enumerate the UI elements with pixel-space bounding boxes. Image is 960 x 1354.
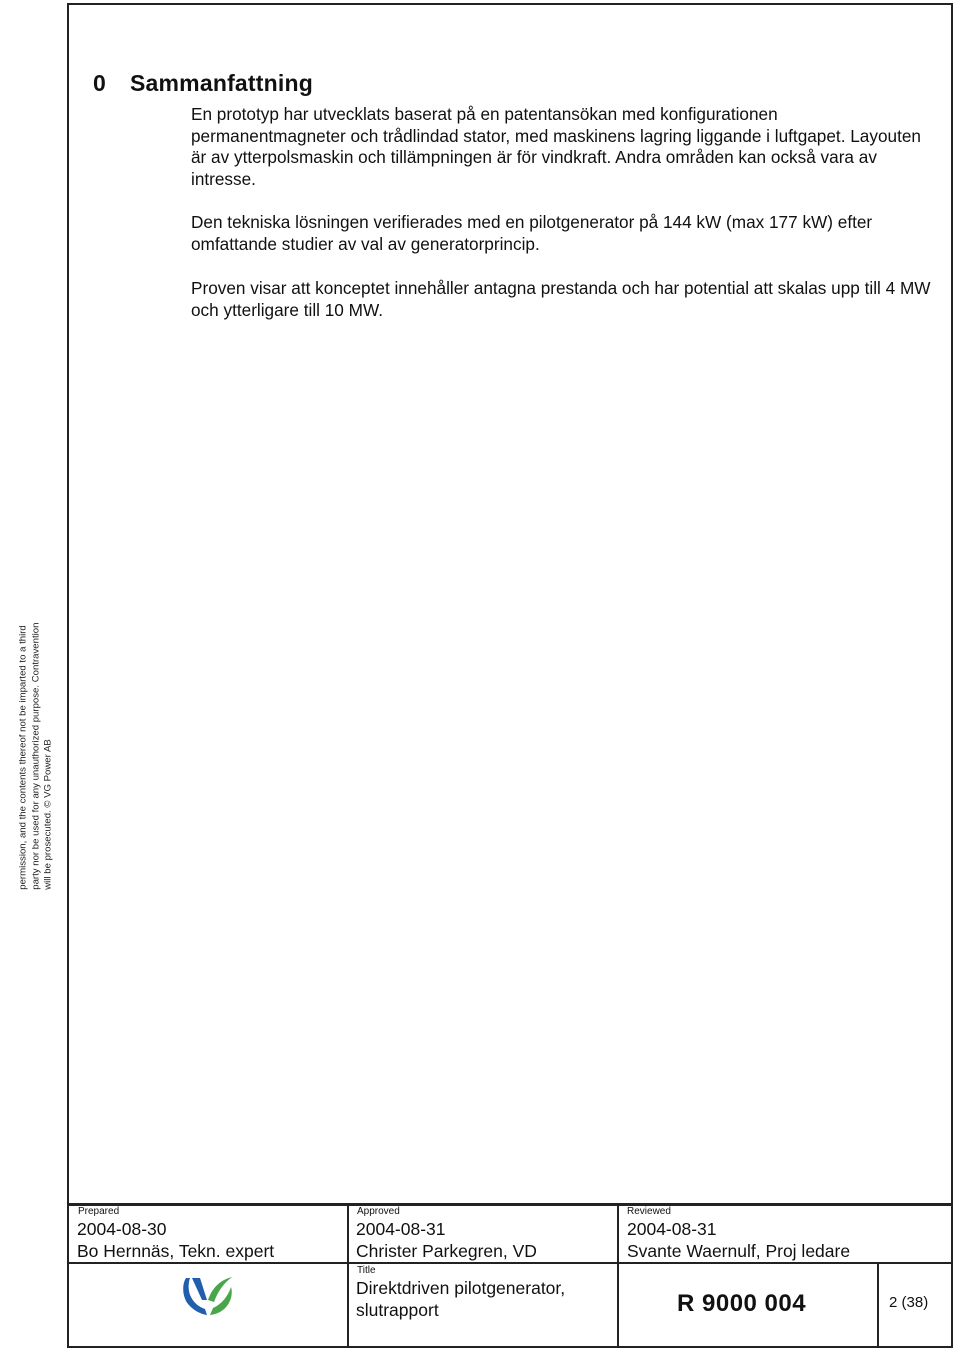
approved-label: Approved [357,1206,400,1217]
document-title-line-1: Direktdriven pilotgenerator, [356,1278,566,1298]
summary-paragraph-3: Proven visar att konceptet innehåller antagna prestanda och har potential att skalas upp till 4 MW och ytterligare till 10 MW. [191,278,931,320]
section-number: 0 [93,70,106,96]
confidentiality-line-1: permission, and the contents thereof not be imparted to a third [17,625,29,890]
reviewed-by: Svante Waernulf, Proj ledare [627,1241,851,1261]
prepared-label: Prepared [78,1206,120,1217]
confidentiality-line-2: party nor be used for any unauthorized purpose. Contravention [29,622,41,890]
summary-paragraph-2: Den tekniska lösningen verifierades med en pilotgenerator på 144 kW (max 177 kW) efter omfattande studier av val av generatorprincip. [191,212,873,254]
vg-power-logo-icon [180,1274,234,1318]
page-frame [67,3,953,1348]
title-block-divider-3 [877,1263,879,1348]
reviewed-date: 2004-08-31 [627,1219,717,1239]
section-title: Sammanfattning [130,70,313,96]
title-block-top-rule [67,1203,953,1206]
title-block-mid-rule [67,1262,953,1264]
approved-date: 2004-08-31 [356,1219,446,1239]
section-heading [93,70,313,97]
confidentiality-line-3: will be prosecuted. © VG Power AB [42,739,54,890]
document-number: R 9000 004 [677,1290,807,1317]
title-block-divider-1 [347,1205,349,1348]
reviewed-label: Reviewed [627,1206,671,1217]
summary-paragraph-1: En prototyp har utvecklats baserat på en patentansökan med konfigurationen permanentmagneter och trådlindad stator, med maskinens lagring liggande i luftgapet. Layouten är av ytterpolsmaskin och tillämpningen är för vindkraft. Andra områden kan också vara av intresse. [191,104,921,189]
document-title-line-2: slutrapport [356,1300,439,1320]
confidentiality-notice [17,400,55,890]
logo-blue-swoosh [192,1278,207,1300]
prepared-by: Bo Hernnäs, Tekn. expert [77,1241,275,1261]
title-label: Title [357,1265,376,1276]
approved-by: Christer Parkegren, VD [356,1241,537,1261]
prepared-date: 2004-08-30 [77,1219,167,1239]
page-number: 2 (38) [889,1294,929,1311]
title-block-divider-2 [617,1205,619,1348]
